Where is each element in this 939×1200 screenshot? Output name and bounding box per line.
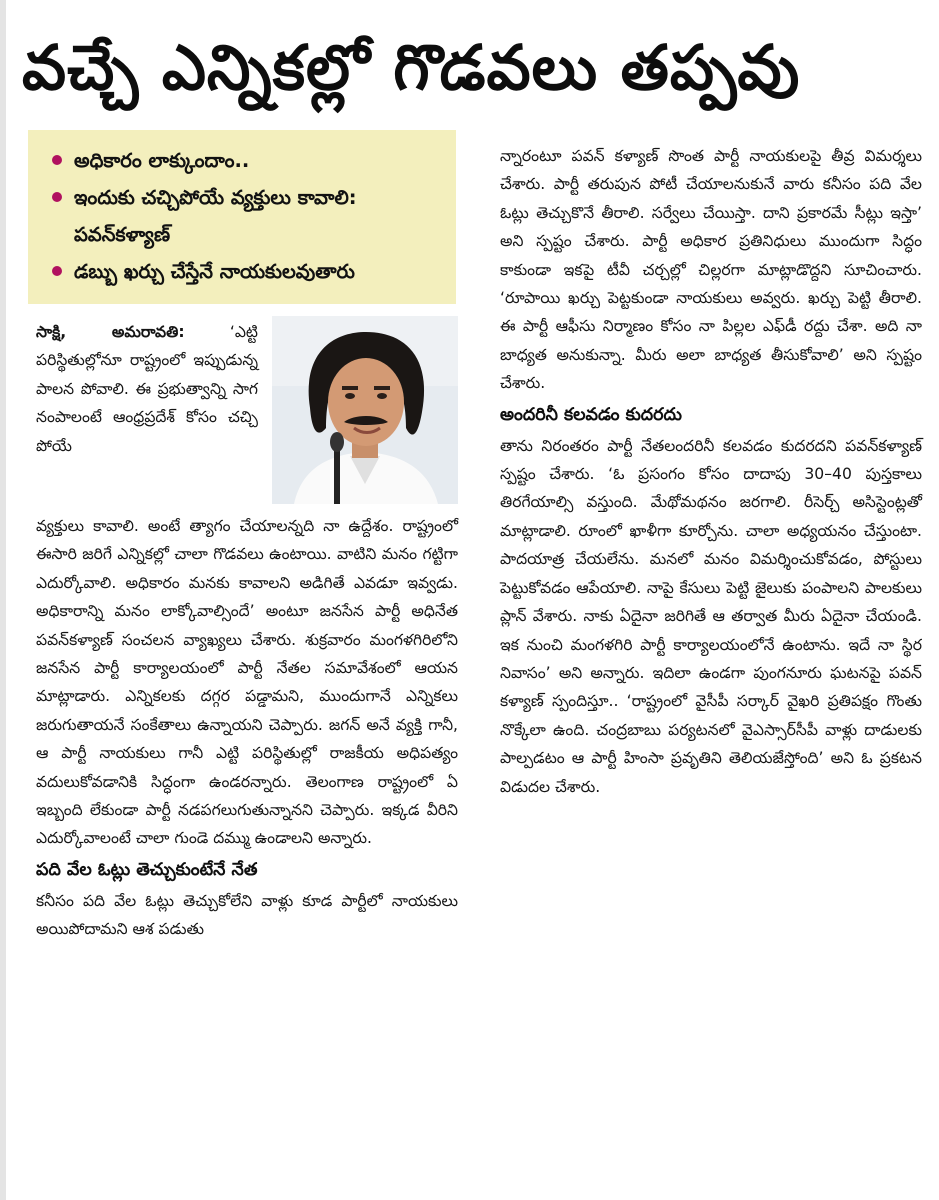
body-paragraph: న్నారంటూ పవన్ కళ్యాణ్ సొంత పార్టీ నాయకులపై తీవ్ర విమర్శలు చేశారు. పార్టీ తరుపున పోటీ చేయాలనుకునే వారు కనీసం పది వేల ఓట్లు తెచ్చుకొనే తీరాలి. సర్వేలు చేయిస్తా. దాని ప్రకారమే సీట్లు ఇస్తా’ అని స్పష్టం చేశారు. పార్టీ అధికార ప్రతినిధులు ముందుగా సిద్ధం కాకుండా ఇకపై టీవీ చర్చల్లో చిల్లరగా మాట్లాడొద్దని సూచించారు. ‘రూపాయి ఖర్చు పెట్టకుండా నాయకులు అవ్వరు. ఖర్చు పెట్టి తీరాలి. ఈ పార్టీ ఆఫీసు నిర్మాణం కోసం నా పిల్లల ఎఫ్‌డీ రద్దు చేశా. అది నా బాధ్యత అనుకున్నా. మీరు అలా బాధ్యత తీసుకోవాలి’ అని స్పష్టం చేశారు.	[500, 147, 922, 393]
article-column-left	[36, 512, 458, 944]
highlight-item	[50, 179, 446, 253]
page-edge-rule	[0, 0, 6, 1200]
dateline: సాక్షి, అమరావతి:	[36, 323, 185, 341]
body-paragraph: కనీసం పది వేల ఓట్లు తెచ్చుకోలేని వాళ్లు కూడ పార్టీలో నాయకులు అయిపోదామని ఆశ పడుతు	[36, 891, 458, 939]
highlight-item	[50, 142, 446, 179]
body-paragraph: వ్యక్తులు కావాలి. అంటే త్యాగం చేయాలన్నది నా ఉద్దేశం. రాష్ట్రంలో ఈసారి జరిగే ఎన్నికల్లో చాలా గొడవలు ఉంటాయి. వాటిని మనం గట్టిగా ఎదుర్కోవాలి. అధికారం మనకు కావాలని అడిగితే ఎవడూ ఇవ్వడు. అధికారాన్ని మనం లాక్కోవాల్సిందే’ అంటూ జనసేన పార్టీ అధినేత పవన్‌కళ్యాణ్ సంచలన వ్యాఖ్యలు చేశారు. శుక్రవారం మంగళగిరిలోని జనసేన పార్టీ కార్యాలయంలో పార్టీ నేతల సమావేశంలో ఆయన మాట్లాడారు. ఎన్నికలకు దగ్గర పడ్డామని, ముందుగానే ఎన్నికలు జరుగుతాయనే సంకేతాలు ఉన్నాయని చెప్పారు. జగన్ అనే వ్యక్తి గానీ, ఆ పార్టీ నాయకులు గానీ ఎట్టి పరిస్థితుల్లో రాజకీయ అధిపత్యం వదులుకోవడానికి సిద్ధంగా ఉండరన్నారు. తెలంగాణ రాష్ట్రంలో ఏ ఇబ్బంది లేకుండా పార్టీ నడపగలుగుతున్నానని చెప్పారు. ఇక్కడ వీరిని ఎదుర్కోవాలంటే చాలా గుండె దమ్ము ఉండాలని అన్నారు.	[36, 517, 458, 848]
article-column-right	[500, 142, 922, 801]
bullet-icon	[52, 155, 62, 165]
highlight-text: అధికారం లాక్కుందాం..	[74, 149, 250, 172]
highlights-box	[28, 130, 456, 304]
bullet-icon	[52, 192, 62, 202]
bullet-icon	[52, 266, 62, 276]
subheading-ten-thousand-votes: పది వేల ఓట్లు తెచ్చుకుంటేనే నేత	[36, 859, 258, 880]
intro-paragraph	[36, 318, 258, 460]
intro-text: ‘ఎట్టి పరిస్థితుల్లోనూ రాష్ట్రంలో ఇప్పుడున్న పాలన పోవాలి. ఈ ప్రభుత్వాన్ని సాగ నంపాలంటే ఆంధ్రప్రదేశ్ కోసం చచ్చి పోయే	[36, 323, 258, 455]
subheading-cannot-meet-all: అందరినీ కలవడం కుదరదు	[500, 404, 682, 425]
portrait-photo	[272, 316, 458, 504]
body-paragraph: తాను నిరంతరం పార్టీ నేతలందరినీ కలవడం కుదరదని పవన్‌కళ్యాణ్ స్పష్టం చేశారు. ‘ఓ ప్రసంగం కోసం దాదాపు 30–40 పుస్తకాలు తిరగేయాల్సి వస్తుంది. మేథోమథనం జరగాలి. రీసెర్చ్ అసిస్టెంట్లతో మాట్లాడాలి. రూంలో ఖాళీగా కూర్చోను. చాలా అధ్యయనం చేస్తుంటా. పాదయాత్ర చేయలేను. మనలో మనం విమర్శించుకోవడం, పోస్టులు పెట్టుకోవడం ఆపేయాలి. నాపై కేసులు పెట్టి జైలుకు పంపాలని పాలకులు ప్లాన్ వేశారు. నాకు ఏదైనా జరిగితే ఆ తర్వాత మీరు ఏదైనా చేయండి. ఇక నుంచి మంగళగిరి పార్టీ కార్యాలయంలోనే ఉంటాను. ఇదే నా స్థిర నివాసం’ అని అన్నారు. ఇదిలా ఉండగా పుంగనూరు ఘటనపై పవన్ కళ్యాణ్ స్పందిస్తూ.. ‘రాష్ట్రంలో వైసీపీ సర్కార్ వైఖరి ప్రతిపక్షం గొంతు నొక్కేలా ఉంది. చంద్రబాబు పర్యటనలో వైఎస్సార్‌సీపీ వాళ్లు దాడులకు పాల్పడటం ఆ పార్టీ హింసా ప్రవృతిని తెలియజేస్తోంది’ అని ఓ ప్రకటన విడుదల చేశారు.	[500, 436, 922, 796]
highlight-item	[50, 253, 446, 290]
headline: వచ్చే ఎన్నికల్లో గొడవలు తప్పవు	[22, 31, 801, 104]
highlight-text: ఇందుకు చచ్చిపోయే వ్యక్తులు కావాలి: పవన్‌కళ్యాణ్	[74, 186, 357, 246]
article-column-intro	[36, 318, 258, 460]
highlight-text: డబ్బు ఖర్చు చేస్తేనే నాయకులవుతారు	[74, 260, 355, 283]
portrait-illustration	[272, 316, 458, 504]
